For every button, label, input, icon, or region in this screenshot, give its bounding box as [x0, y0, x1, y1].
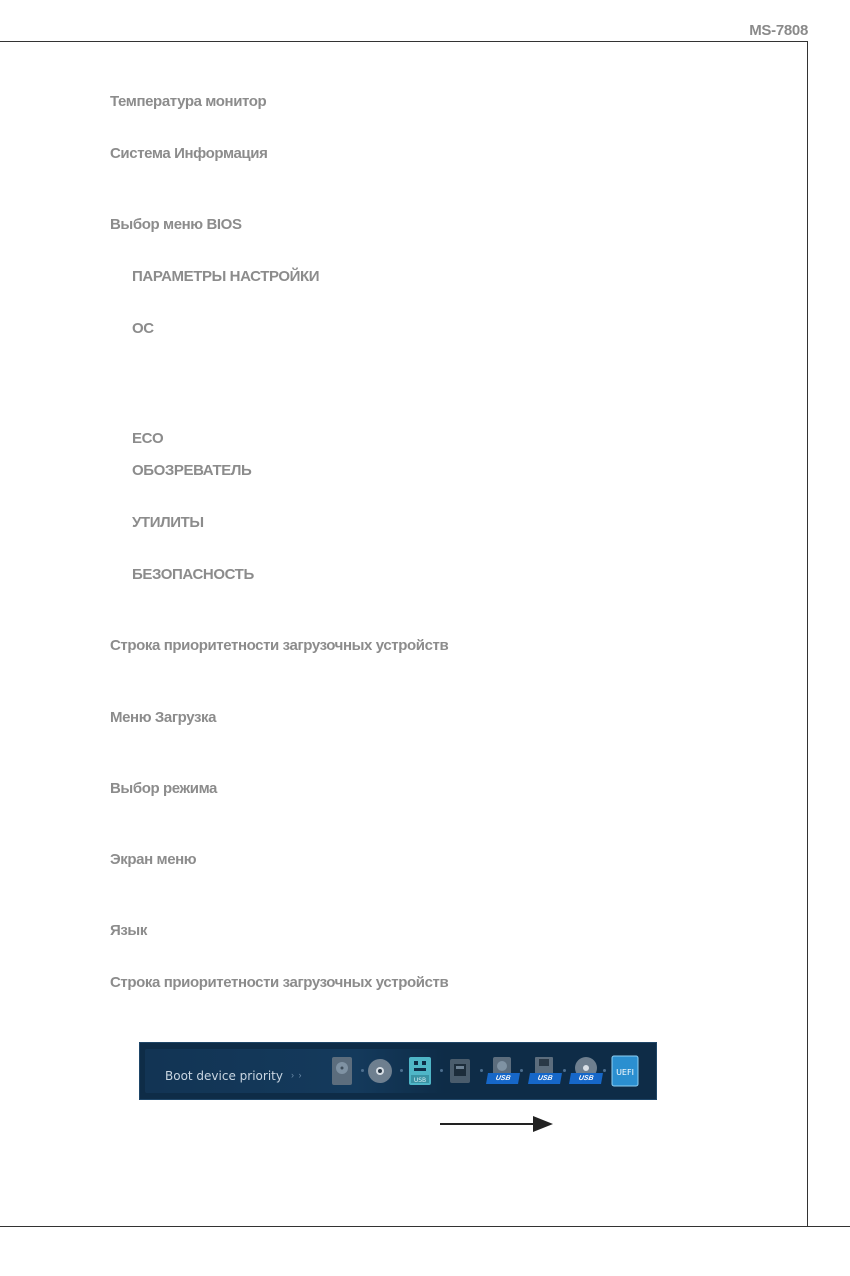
uefi-icon[interactable]: [611, 1055, 639, 1087]
heading-menu-display: Экран меню: [110, 851, 197, 868]
heading-bios-menu-selection: Выбор меню BIOS: [110, 216, 242, 233]
usb-tag: USB: [486, 1073, 520, 1084]
heading-temperature-monitor: Температура монитор: [110, 93, 267, 110]
hard-disk-icon[interactable]: [329, 1055, 355, 1087]
usb-floppy-icon[interactable]: [531, 1055, 557, 1087]
heading-browser: ОБОЗРЕВАТЕЛЬ: [132, 462, 252, 479]
svg-text:USB: USB: [413, 1077, 427, 1084]
heading-mode-selection: Выбор режима: [110, 780, 218, 797]
separator-dot: [400, 1069, 403, 1072]
heading-boot-menu: Меню Загрузка: [110, 709, 217, 726]
separator-dot: [480, 1069, 483, 1072]
heading-utilities: УТИЛИТЫ: [132, 514, 204, 531]
separator-dot: [440, 1069, 443, 1072]
usb-tag: USB: [569, 1073, 603, 1084]
heading-boot-priority-bar-2: Строка приоритетности загрузочных устройств: [110, 974, 449, 991]
heading-boot-priority-bar: Строка приоритетности загрузочных устройств: [110, 637, 449, 654]
model-number: MS-7808: [749, 22, 808, 39]
optical-disc-icon[interactable]: [367, 1055, 393, 1087]
heading-oc: OC: [132, 320, 154, 337]
bottom-rule: [0, 1226, 850, 1227]
right-rule: [807, 41, 808, 1227]
boot-device-priority-bar: [139, 1042, 657, 1100]
uefi-label: UEFI: [616, 1068, 634, 1077]
heading-language: Язык: [110, 922, 147, 939]
separator-dot: [603, 1069, 606, 1072]
top-rule: [0, 41, 808, 42]
heading-eco: ECO: [132, 430, 164, 447]
chevron-right-icon: › ›: [291, 1070, 303, 1080]
usb-tag: USB: [528, 1073, 562, 1084]
usb-drive-icon[interactable]: [407, 1055, 433, 1087]
usb-optical-icon[interactable]: [572, 1055, 598, 1087]
usb-hard-disk-icon[interactable]: [489, 1055, 515, 1087]
arrow-shaft: [440, 1123, 538, 1125]
separator-dot: [563, 1069, 566, 1072]
heading-security: БЕЗОПАСНОСТЬ: [132, 566, 254, 583]
separator-dot: [520, 1069, 523, 1072]
network-icon[interactable]: [447, 1055, 473, 1087]
separator-dot: [361, 1069, 364, 1072]
heading-system-info: Система Информация: [110, 145, 268, 162]
boot-priority-label: Boot device priority: [165, 1069, 283, 1083]
heading-settings: ПАРАМЕТРЫ НАСТРОЙКИ: [132, 268, 320, 285]
arrow-head: [533, 1116, 553, 1132]
